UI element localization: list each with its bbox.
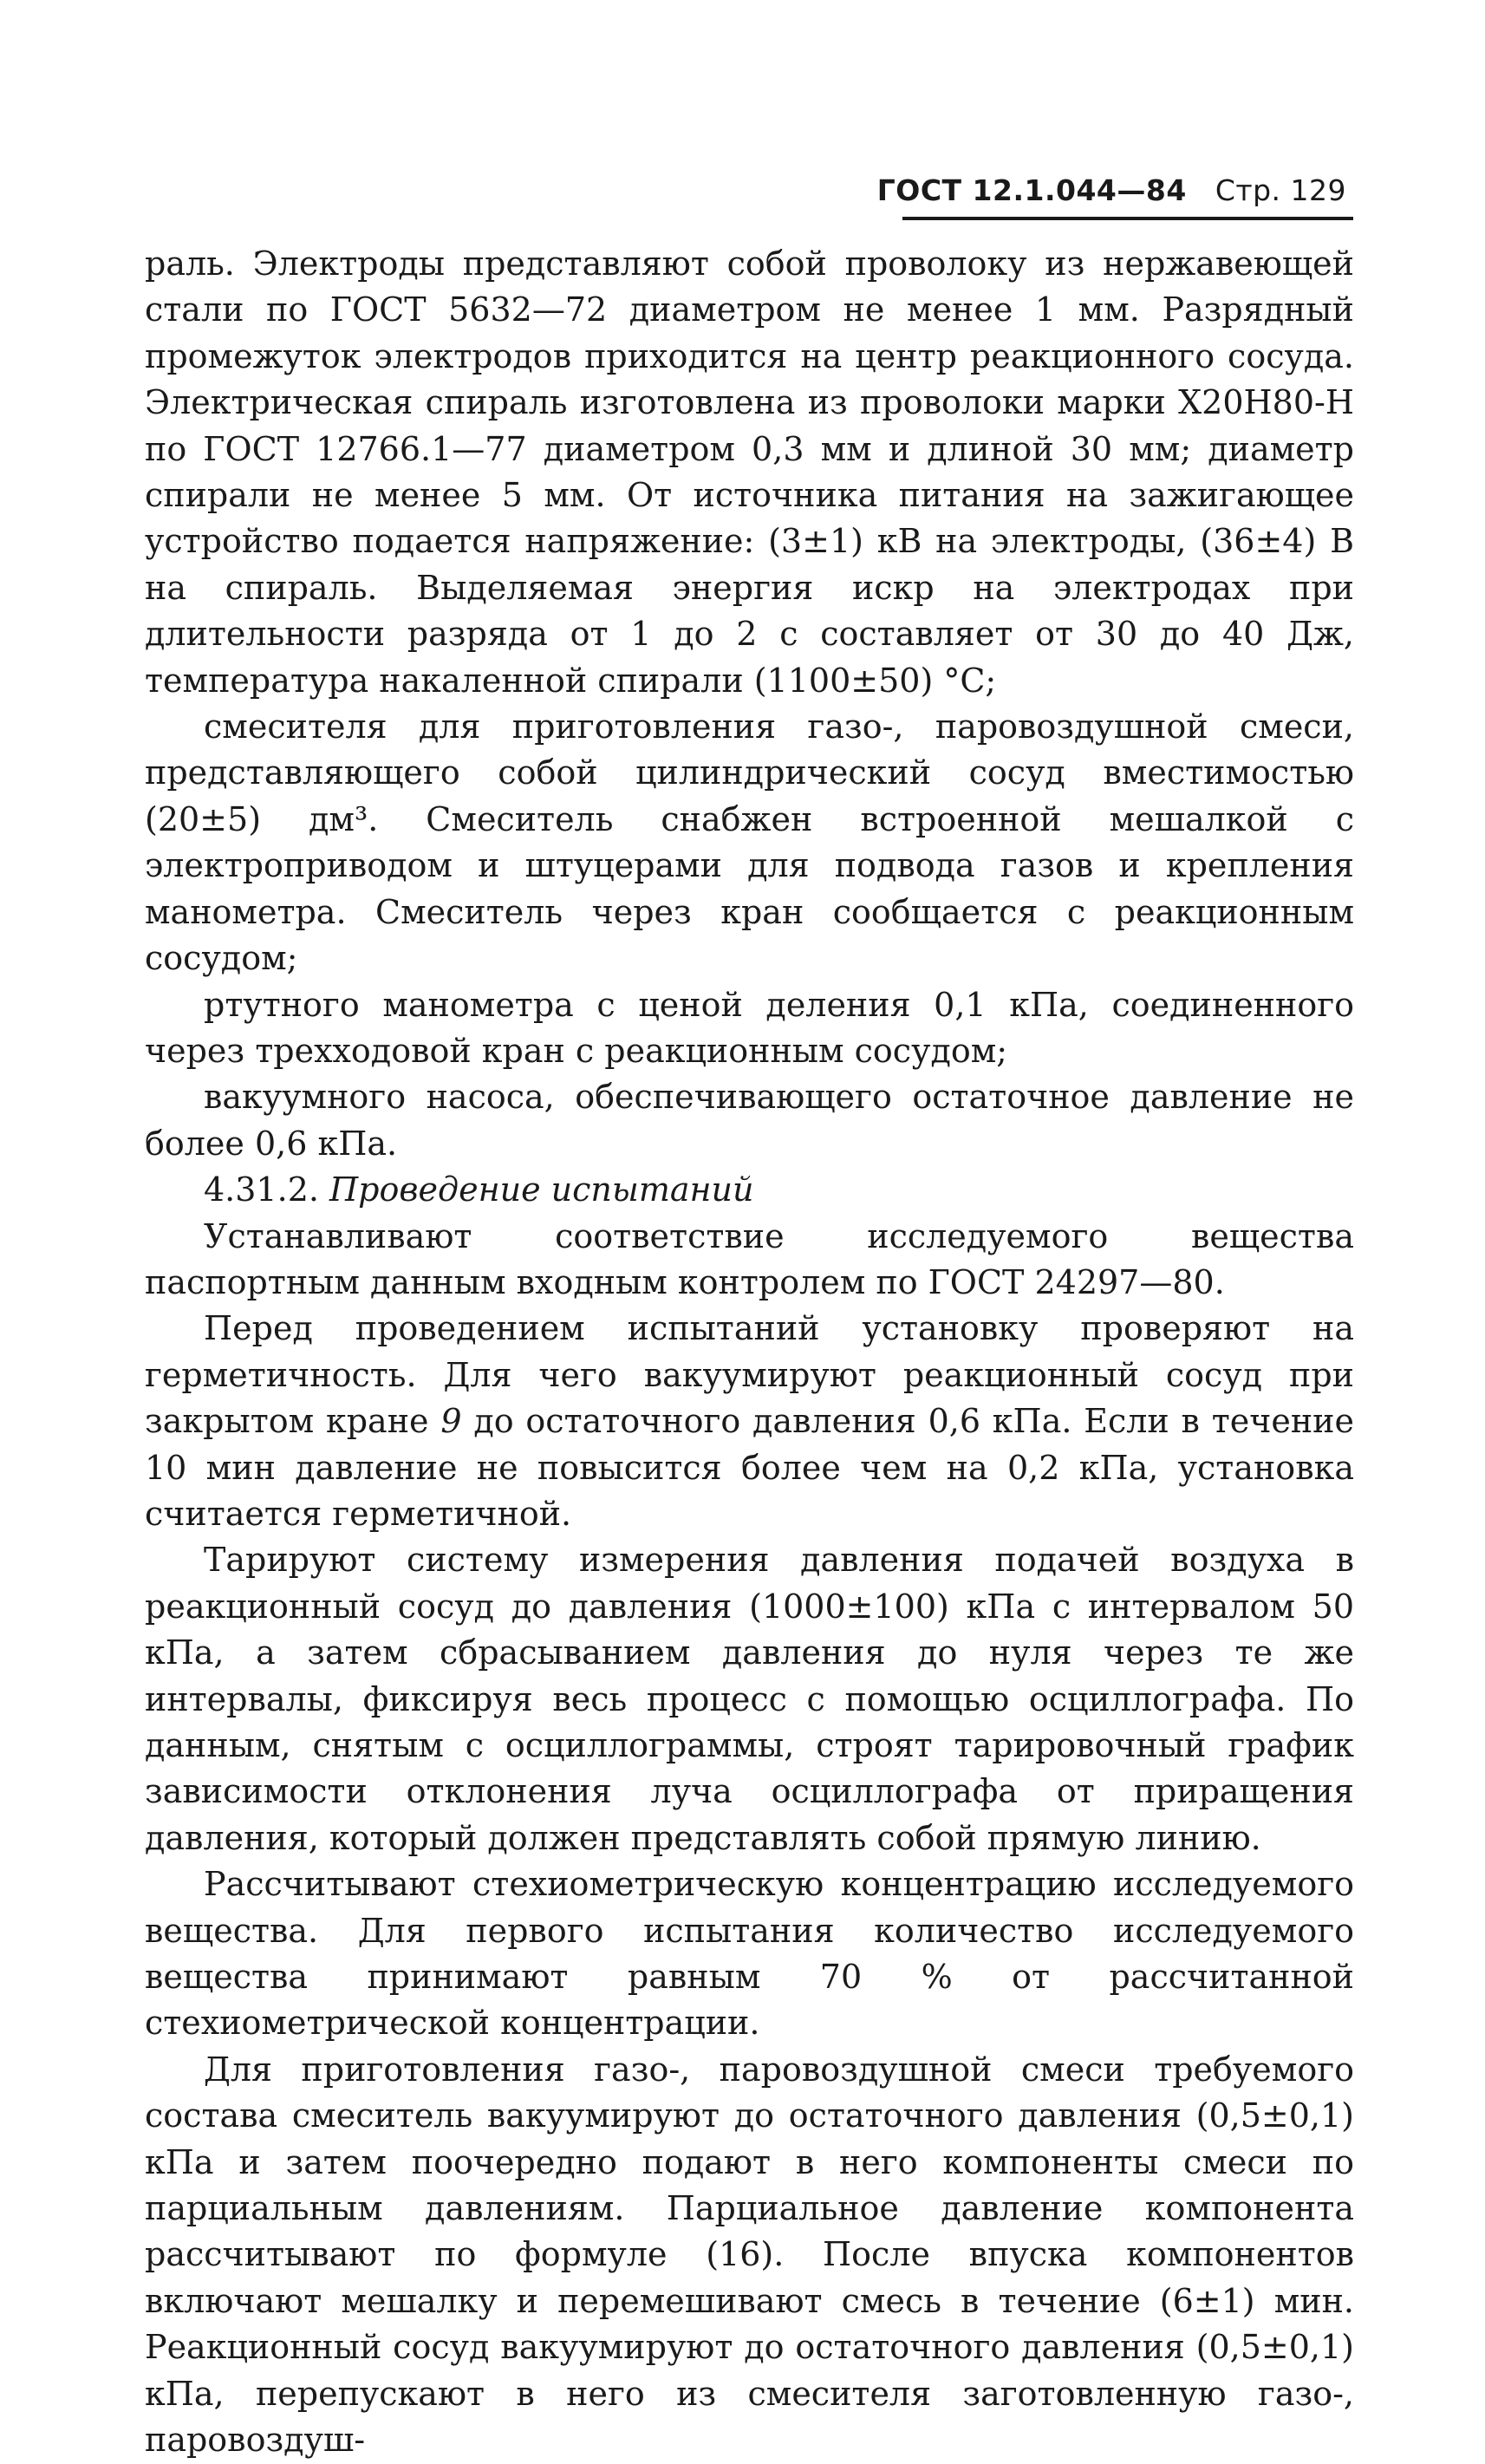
section-heading: [145, 1167, 1354, 1213]
page-header: [877, 173, 1346, 207]
document-code: ГОСТ 12.1.044—84: [876, 173, 1187, 207]
paragraph-text: Перед проведением испытаний установку проверяют на герметичность. Для чего вакуумируют реакционный сосуд при закрытом кране: [145, 1309, 1354, 1441]
paragraph: Для приготовления газо-, паровоздушной смеси требуемого состава смеситель вакуумируют до остаточного давления (0,5±0,1) кПа и затем поочередно подают в него компоненты смеси по парциальным давлениям. Парциальное давление компонента рассчитывают по формуле (16). После впуска компонентов включают мешалку и перемешивают смесь в течение (6±1) мин. Реакционный сосуд вакуумируют до остаточного давления (0,5±0,1) кПа, перепускают в него из смесителя заготовленную газо-, паровоздуш-: [145, 2050, 1354, 2460]
figure-reference: 9: [440, 1402, 462, 1441]
paragraph: Тарируют систему измерения давления подачей воздуха в реакционный сосуд до давления (1000±100) кПа с интервалом 50 кПа, а затем сбрасыванием давления до нуля через те же интервалы, фиксируя весь процесс с помощью осциллографа. По данным, снятым с осциллограммы, строят тарировочный график зависимости отклонения луча осциллографа от приращения давления, который должен представлять собой прямую линию.: [145, 1541, 1354, 1857]
body-text: [145, 241, 1354, 2464]
paragraph-text: до остаточного давления 0,6 кПа. Если в течение 10 мин давление не повысится более чем на 0,2 кПа, установка считается герметичной.: [145, 1402, 1354, 1533]
paragraph: раль. Электроды представляют собой проволоку из нержавеющей стали по ГОСТ 5632—72 диаметром не менее 1 мм. Разрядный промежуток электродов приходится на центр реакционного сосуда. Электрическая спираль изготовлена из проволоки марки Х20Н80-Н по ГОСТ 12766.1—77 диаметром 0,3 мм и длиной 30 мм; диаметр спирали не менее 5 мм. От источника питания на зажигающее устройство подается напряжение: (3±1) кВ на электроды, (36±4) В на спираль. Выделяемая энергия искр на электродах при длительности разряда от 1 до 2 с составляет от 30 до 40 Дж, температура накаленной спирали (1100±50) °С;: [145, 244, 1354, 700]
paragraph: вакуумного насоса, обеспечивающего остаточное давление не более 0,6 кПа.: [145, 1078, 1354, 1163]
paragraph: Устанавливают соответствие исследуемого вещества паспортным данным входным контролем по ГОСТ 24297—80.: [145, 1216, 1354, 1301]
section-number: 4.31.2.: [204, 1170, 319, 1209]
paragraph: [145, 1306, 1354, 1537]
paragraph: ртутного манометра с ценой деления 0,1 кПа, соединенного через трехходовой кран с реакционным сосудом;: [145, 985, 1354, 1070]
paragraph: смесителя для приготовления газо-, паровоздушной смеси, представляющего собой цилиндрический сосуд вместимостью (20±5) дм³. Смеситель снабжен встроенной мешалкой с электроприводом и штуцерами для подвода газов и крепления манометра. Смеситель через кран сообщается с реакционным сосудом;: [145, 707, 1354, 978]
section-title: Проведение испытаний: [329, 1170, 754, 1209]
header-rule: [902, 217, 1353, 220]
page-number: Стр. 129: [1215, 173, 1346, 207]
paragraph: Рассчитывают стехиометрическую концентрацию исследуемого вещества. Для первого испытания количество исследуемого вещества принимают равным 70 % от рассчитанной стехиометрической концентрации.: [145, 1865, 1354, 2043]
